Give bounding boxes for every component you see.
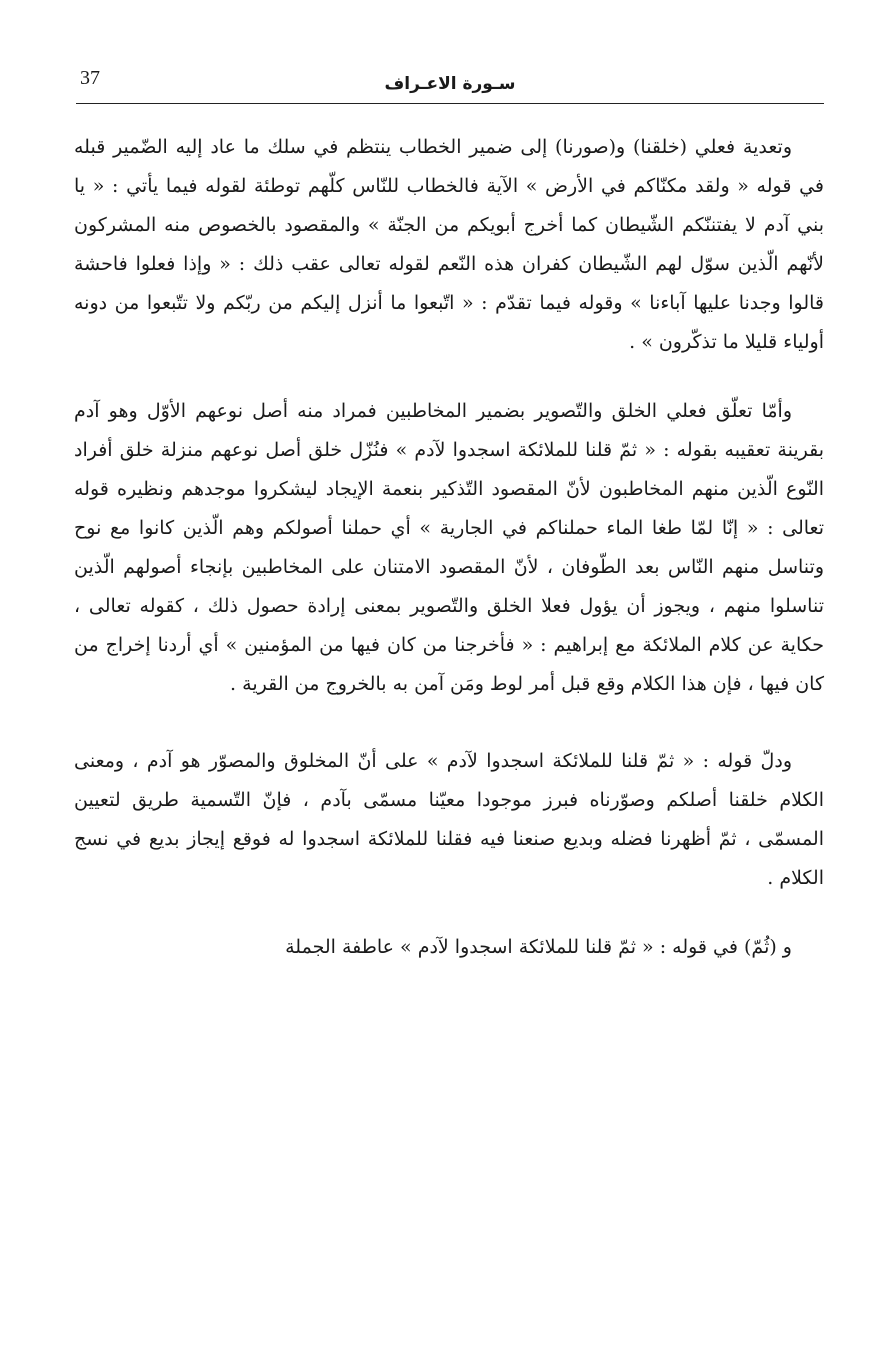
page-number: 37 — [80, 67, 100, 89]
paragraph-2: وأمّا تعلّق فعلي الخلق والتّصوير بضمير المخاطبين فمراد منه أصل نوعهم الأوّل وهو آدم بقرينة تعقيبه بقوله : « ثمّ قلنا للملائكة اسجدوا لآدم » فنُزّل خلق أصل نوعهم منزلة خلق أفراد النّوع الّذين منهم المخاطبون لأنّ المقصود التّذكير بنعمة الإيجاد ليشكروا موجدهم ونظيره قوله تعالى : « إنّا لمّا طغا الماء حملناكم في الجارية » أي حملنا أصولكم وهم الّذين كانوا مع نوح وتناسل منهم النّاس بعد الطّوفان ، لأنّ المقصود الامتنان على المخاطبين بإنجاء أصولهم الّذين تناسلوا منهم ، ويجوز أن يؤول فعلا الخلق والتّصوير بمعنى إرادة حصول ذلك ، كقوله تعالى ، حكاية عن كلام الملائكة مع إبراهيم : « فأخرجنا من كان فيها من المؤمنين » أي أردنا إخراج من كان فيها ، فإن هذا الكلام وقع قبل أمر لوط ومَن آمن به بالخروج من القرية . — [74, 400, 824, 695]
header-rule — [76, 103, 824, 104]
running-head: سـورة الاعـراف — [384, 74, 516, 94]
paragraph-1: وتعدية فعلي (خلقنا) و(صورنا) إلى ضمير الخطاب ينتظم في سلك ما عاد إليه الضّمير قبله في قوله « ولقد مكنّاكم في الأرض » الآية فالخطاب للنّاس كلّهم توطئة لقوله فيما يأتي : « يا بني آدم لا يفتننّكم الشّيطان كما أخرج أبويكم من الجنّة » والمقصود بالخصوص منه المشركون لأنّهم الّذين سوّل لهم الشّيطان كفران هذه النّعم لقوله تعالى عقب ذلك : « وإذا فعلوا فاحشة قالوا وجدنا عليها آباءنا » وقوله فيما تقدّم : « اتّبعوا ما أنزل إليكم من ربّكم ولا تتّبعوا من دونه أولياء قليلا ما تذكّرون » . — [74, 136, 824, 353]
body-text — [74, 128, 824, 967]
paragraph-3: ودلّ قوله : « ثمّ قلنا للملائكة اسجدوا لآدم » على أنّ المخلوق والمصوّر هو آدم ، ومعنى الكلام خلقنا أصلكم وصوّرناه فبرز موجودا معيّنا مسمّى بآدم ، فإنّ التّسمية طريق لتعيين المسمّى ، ثمّ أظهرنا فضله وبديع صنعنا فيه فقلنا للملائكة اسجدوا له فوقع إيجاز بديع في نسج الكلام . — [74, 750, 824, 889]
paragraph-4: و (ثُمّ) في قوله : « ثمّ قلنا للملائكة اسجدوا لآدم » عاطفة الجملة — [285, 936, 792, 958]
